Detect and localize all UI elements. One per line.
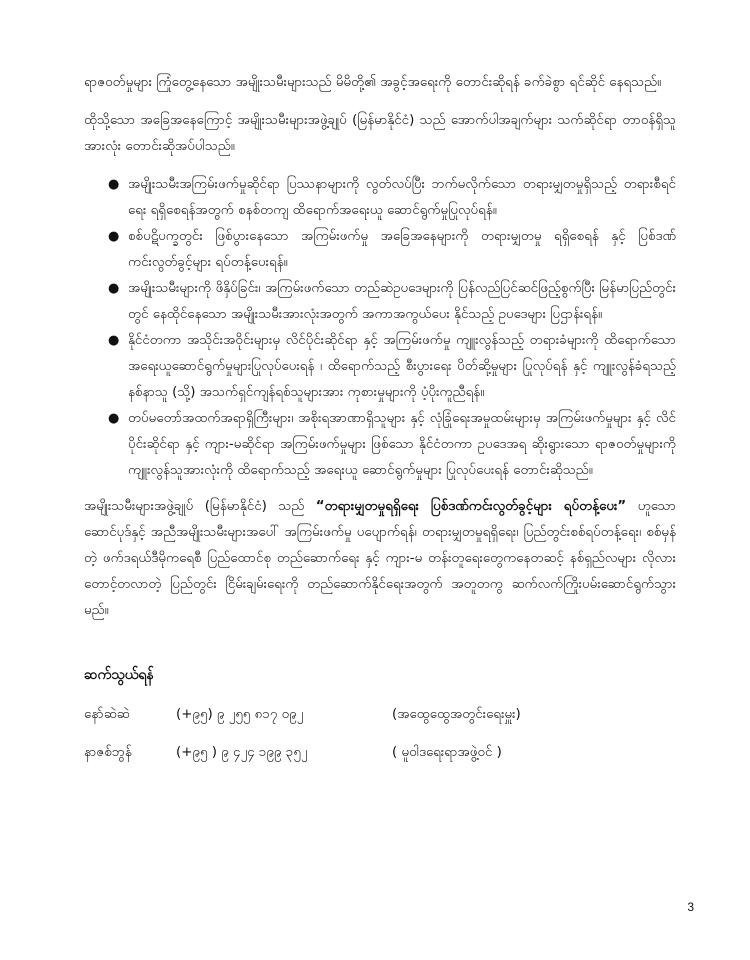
contact-role: ( မူဝါဒရေးရာအဖွဲ့ဝင် ) [392,745,502,760]
contact-title: ဆက်သွယ်ရန် [84,667,154,683]
bullet-icon: ● [108,333,120,348]
closing-slogan: “တရားမျှတမှုရရှိရေး ပြစ်ဒဏ်ကင်းလွတ်ခွင့်များ ရပ်တန့်ပေး” [315,499,627,514]
list-item [108,224,676,276]
closing-paragraph [84,494,676,624]
list-item [108,406,676,484]
intro-paragraph: ရာဇဝတ်မှုများ ကြုံတွေ့နေသော အမျိုးသမီးများသည် မိမိတို့၏ အခွင့်အရေးကို တောင်းဆိုရန် ခက်ခဲစွာ ရင်ဆိုင် နေရသည်။ [84,75,662,90]
bullet-icon: ● [108,411,120,426]
list-item-text: အမျိုးသမီးအကြမ်းဖက်မှုဆိုင်ရာ ပြဿနာများကို လွတ်လပ်ပြီး ဘက်မလိုက်သော တရားမျှတမှုရှိသည့် တရားစီရင်ရေး ရရှိစေရန်အတွက် စနစ်တကျ ထိရောက်အရေးယူ ဆောင်ရွက်မှုပြုလုပ်ရန်။ [128,177,676,218]
list-item-text: တပ်မတော်အထက်အရာရှိကြီးများ၊ အစိုးရအာဏာရှိသူများ နှင့် လုံခြုံရေးအမှုထမ်းများမှ အကြမ်းဖက်မှုများ နှင့် လိင်ပိုင်းဆိုင်ရာ နှင့် ကျား-မဆိုင်ရာ အကြမ်းဖက်မှုများ ဖြစ်သော နိုင်ငံတကာ ဥပဒေအရ ဆိုးရွားသော ရာဇဝတ်မှုများကို ကျူးလွန်သူအားလုံးကို ထိရောက်သည့် အရေးယူ ဆောင်ရွက်မှုများ ပြုလုပ်ပေးရန် တောင်းဆိုသည်။ [128,411,676,478]
list-item [108,276,676,328]
contact-row [84,702,676,728]
contact-name: နော်ဆဲဆဲ [84,707,130,722]
page-number: 3 [687,900,694,914]
list-item [108,172,676,224]
bullet-icon: ● [108,177,120,192]
closing-text-start: အမျိုးသမီးများအဖွဲ့ချုပ် (မြန်မာနိုင်ငံ) သည် [84,499,316,514]
list-item-text: နိုင်ငံတကာ အသိုင်းအဝိုင်းများမှ လိင်ပိုင်းဆိုင်ရာ နှင့် အကြမ်းဖက်မှု ကျူးလွန်သည့် တရားခံများကို ထိရောက်သော အရေးယူဆောင်ရွက်မှုများပြုလုပ်ပေးရန် ၊ ထိရောက်သည့် စီးပွားရေး ပိတ်ဆို့မှုများ ပြုလုပ်ရန် နှင့် ကျူးလွန်ခံရသည့် နစ်နာသူ (သို့) အသက်ရှင်ကျန်ရစ်သူများအား ကုစားမှုများကို ပံ့ပိုးကူညီရန်။ [128,333,676,400]
demands-list [84,172,676,484]
contact-role: (အထွေထွေအတွင်းရေးမှူး) [392,707,521,722]
contact-phone: (+၉၅ ) ၉ ၄၂၄ ၁၉၉ ၃၅၂ [176,745,308,760]
contact-row [84,740,676,766]
contact-phone: (+၉၅) ၉ ၂၅၅ ၈၁၇ ၀၉၂ [176,707,304,722]
contact-name: နာဇစ်ဘွန် [84,745,132,760]
bullet-icon: ● [108,229,120,244]
demands-intro-paragraph: ထိုသို့သော အခြေအနေကြောင့် အမျိုးသမီးများအဖွဲ့ချုပ် (မြန်မာနိုင်ငံ) သည် အောက်ပါအချက်များ သက်ဆိုင်ရာ တာဝန်ရှိသူ အားလုံး တောင်းဆိုအပ်ပါသည်။ [84,113,676,154]
bullet-icon: ● [108,281,120,296]
list-item-text: စစ်ပဋိပက္ခတွင်း ဖြစ်ပွားနေသော အကြမ်းဖက်မှု အခြေအနေများကို တရားမျှတမှု ရရှိစေရန် နှင့် ပြစ်ဒဏ်ကင်းလွတ်ခွင့်များ ရပ်တန့်ပေးရန်။ [128,229,676,270]
list-item-text: အမျိုးသမီးများကို ဖိနှိပ်ခြင်း၊ အကြမ်းဖက်သော တည်ဆဲဥပဒေများကို ပြန်လည်ပြင်ဆင်ဖြည့်စွက်ပြီး မြန်မာပြည်တွင်းတွင် နေထိုင်နေသော အမျိုးသမီးအားလုံးအတွက် အကာအကွယ်ပေး နိုင်သည့် ဥပဒေများ ပြဌာန်းရန်။ [128,281,676,322]
closing-text-end: ဟူသော ဆောင်ပုဒ်နှင့် အညီအမျိုးသမီးများအပေါ် အကြမ်းဖက်မှု ပပျောက်ရန်၊ တရားမျှတမှုရရှိရေး၊ ပြည်တွင်းစစ်ရပ်တန့်ရေး၊ စစ်မှန်တဲ့ ဖက်ဒရယ်ဒီမိုကရေစီ ပြည်ထောင်စု တည်ဆောက်ရေး နှင့် ကျား-မ တန်းတူရေးတွေကနေတဆင့် နစ်ရှည်လများ လိုလားတောင့်တလာတဲ့ ပြည်တွင်း ငြိမ်းချမ်းရေးကို တည်ဆောက်နိုင်ရေးအတွက် အတူတကွ ဆက်လက်ကြိုးပမ်းဆောင်ရွက်သွားမည်။ [84,499,676,618]
list-item [108,328,676,406]
